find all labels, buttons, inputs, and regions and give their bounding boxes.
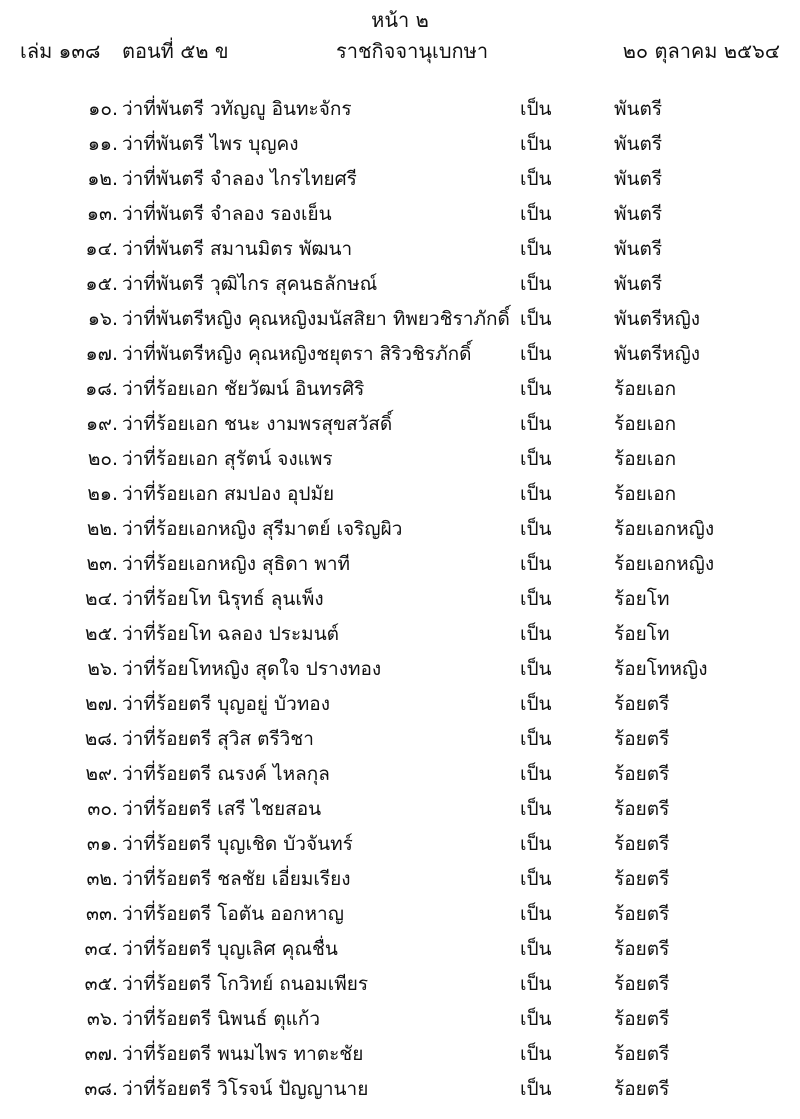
entry-rank: พันตรี (614, 168, 663, 190)
entry-rank: พันตรีหญิง (614, 308, 701, 330)
entry-rank: ร้อยตรี (614, 1043, 670, 1065)
entry-number: ๒๖. (87, 658, 118, 680)
entry-number: ๒๑. (87, 483, 118, 505)
entry-number: ๑๔. (85, 238, 118, 260)
entry-rank: ร้อยตรี (614, 903, 670, 925)
gazette-header (0, 36, 800, 66)
list-item (0, 722, 800, 757)
entry-verb: เป็น (520, 693, 552, 715)
entry-name: ว่าที่ร้อยตรี นิพนธ์ ตุแก้ว (122, 1008, 321, 1030)
entry-name: ว่าที่ร้อยตรี โอตัน ออกหาญ (122, 903, 344, 925)
entry-verb: เป็น (520, 833, 552, 855)
entry-number: ๒๓. (86, 553, 118, 575)
entry-name: ว่าที่ร้อยเอกหญิง สุรีมาตย์ เจริญผิว (122, 518, 403, 540)
entry-name: ว่าที่พันตรี จำลอง รองเย็น (122, 203, 332, 225)
entry-rank: ร้อยตรี (614, 1078, 670, 1100)
entry-name: ว่าที่ร้อยตรี เสรี ไชยสอน (122, 798, 322, 820)
entry-name: ว่าที่ร้อยตรี โกวิทย์ ถนอมเพียร (122, 973, 369, 995)
entry-verb: เป็น (520, 728, 552, 750)
publication-title: ราชกิจจานุเบกษา (336, 39, 489, 63)
list-item (0, 547, 800, 582)
entry-rank: พันตรี (614, 273, 663, 295)
entry-verb: เป็น (520, 798, 552, 820)
list-item (0, 267, 800, 302)
page-number: หน้า ๒ (371, 8, 429, 32)
entry-verb: เป็น (520, 518, 552, 540)
entry-number: ๓๒. (86, 868, 118, 890)
entry-name: ว่าที่ร้อยเอก สมปอง อุปมัย (122, 483, 335, 505)
list-item (0, 1002, 800, 1037)
list-item (0, 932, 800, 967)
list-item (0, 827, 800, 862)
entry-name: ว่าที่ร้อยเอก ชัยวัฒน์ อินทรศิริ (122, 378, 365, 400)
entry-verb: เป็น (520, 938, 552, 960)
entry-rank: ร้อยตรี (614, 693, 670, 715)
entry-name: ว่าที่พันตรี สมานมิตร พัฒนา (122, 238, 353, 260)
entry-verb: เป็น (520, 1008, 552, 1030)
entry-verb: เป็น (520, 448, 552, 470)
list-item (0, 757, 800, 792)
entry-verb: เป็น (520, 133, 552, 155)
list-item (0, 197, 800, 232)
list-item (0, 407, 800, 442)
entry-number: ๓๖. (86, 1008, 118, 1030)
entry-number: ๑๕. (85, 273, 118, 295)
appointment-list (0, 92, 800, 1107)
entry-rank: ร้อยตรี (614, 798, 670, 820)
list-item (0, 862, 800, 897)
entry-rank: พันตรี (614, 98, 663, 120)
entry-rank: ร้อยตรี (614, 868, 670, 890)
publication-date: ๒๐ ตุลาคม ๒๕๖๔ (622, 39, 780, 63)
entry-number: ๑๘. (85, 378, 118, 400)
entry-verb: เป็น (520, 273, 552, 295)
entry-rank: ร้อยเอก (614, 378, 677, 400)
entry-verb: เป็น (520, 1043, 552, 1065)
entry-verb: เป็น (520, 203, 552, 225)
entry-verb: เป็น (520, 553, 552, 575)
entry-number: ๒๐. (87, 448, 118, 470)
list-item (0, 897, 800, 932)
entry-name: ว่าที่พันตรี วทัญญู อินทะจักร (122, 98, 352, 120)
entry-verb: เป็น (520, 763, 552, 785)
entry-verb: เป็น (520, 868, 552, 890)
list-item (0, 442, 800, 477)
list-item (0, 162, 800, 197)
entry-rank: ร้อยเอกหญิง (614, 553, 715, 575)
entry-number: ๓๗. (84, 1043, 118, 1065)
entry-rank: ร้อยโท (614, 623, 670, 645)
entry-number: ๒๘. (84, 728, 118, 750)
entry-name: ว่าที่ร้อยตรี บุญเลิศ คุณชื่น (122, 938, 338, 960)
list-item (0, 1072, 800, 1107)
list-item (0, 652, 800, 687)
entry-name: ว่าที่ร้อยตรี สุวิส ตรีวิชา (122, 728, 314, 750)
entry-verb: เป็น (520, 903, 552, 925)
entry-name: ว่าที่ร้อยโท นิรุทธ์ ลุนเพ็ง (122, 588, 324, 610)
entry-rank: พันตรี (614, 133, 663, 155)
entry-rank: ร้อยเอก (614, 483, 677, 505)
list-item (0, 582, 800, 617)
entry-number: ๒๔. (85, 588, 118, 610)
entry-verb: เป็น (520, 413, 552, 435)
list-item (0, 617, 800, 652)
entry-number: ๑๐. (88, 98, 118, 120)
section-label: ตอนที่ ๕๒ ข (122, 39, 229, 63)
entry-number: ๒๒. (86, 518, 118, 540)
entry-name: ว่าที่ร้อยตรี บุญอยู่ บัวทอง (122, 693, 330, 715)
entry-name: ว่าที่พันตรีหญิง คุณหญิงมนัสสิยา ทิพยวชิราภักดิ์ (122, 308, 510, 330)
entry-name: ว่าที่ร้อยเอก สุรัตน์ จงแพร (122, 448, 333, 470)
entry-number: ๑๓. (86, 203, 118, 225)
entry-rank: พันตรี (614, 203, 663, 225)
list-item (0, 372, 800, 407)
list-item (0, 1037, 800, 1072)
entry-name: ว่าที่ร้อยตรี บุญเชิด บัวจันทร์ (122, 833, 353, 855)
entry-number: ๓๘. (84, 1078, 118, 1100)
entry-verb: เป็น (520, 378, 552, 400)
entry-rank: ร้อยโท (614, 588, 670, 610)
entry-rank: ร้อยตรี (614, 833, 670, 855)
entry-number: ๑๖. (87, 308, 118, 330)
entry-name: ว่าที่ร้อยโท ฉลอง ประมนต์ (122, 623, 340, 645)
entry-rank: ร้อยตรี (614, 1008, 670, 1030)
entry-number: ๓๔. (84, 938, 118, 960)
entry-rank: ร้อยตรี (614, 973, 670, 995)
list-item (0, 302, 800, 337)
list-item (0, 687, 800, 722)
entry-verb: เป็น (520, 623, 552, 645)
entry-rank: ร้อยโทหญิง (614, 658, 708, 680)
entry-rank: ร้อยเอก (614, 448, 677, 470)
entry-name: ว่าที่ร้อยตรี วิโรจน์ ปัญญานาย (122, 1078, 369, 1100)
entry-name: ว่าที่ร้อยเอกหญิง สุธิดา พาที (122, 553, 351, 575)
list-item (0, 477, 800, 512)
entry-name: ว่าที่ร้อยโทหญิง สุดใจ ปรางทอง (122, 658, 382, 680)
volume-label: เล่ม ๑๓๘ (20, 39, 101, 63)
entry-verb: เป็น (520, 973, 552, 995)
entry-name: ว่าที่พันตรีหญิง คุณหญิงชยุตรา สิริวชิรภักดิ์ (122, 343, 472, 365)
entry-rank: ร้อยเอกหญิง (614, 518, 715, 540)
list-item (0, 792, 800, 827)
entry-verb: เป็น (520, 483, 552, 505)
entry-rank: ร้อยตรี (614, 763, 670, 785)
entry-name: ว่าที่ร้อยตรี ณรงค์ ไหลกุล (122, 763, 330, 785)
entry-rank: พันตรี (614, 238, 663, 260)
entry-number: ๑๑. (87, 133, 118, 155)
entry-verb: เป็น (520, 658, 552, 680)
entry-verb: เป็น (520, 588, 552, 610)
list-item (0, 232, 800, 267)
entry-verb: เป็น (520, 1078, 552, 1100)
entry-verb: เป็น (520, 308, 552, 330)
entry-number: ๓๑. (86, 833, 118, 855)
entry-rank: ร้อยตรี (614, 938, 670, 960)
list-item (0, 512, 800, 547)
entry-rank: พันตรีหญิง (614, 343, 701, 365)
entry-name: ว่าที่ร้อยตรี ชลชัย เอี่ยมเรียง (122, 868, 351, 890)
entry-number: ๓๓. (85, 903, 118, 925)
entry-verb: เป็น (520, 343, 552, 365)
entry-rank: ร้อยตรี (614, 728, 670, 750)
list-item (0, 92, 800, 127)
list-item (0, 337, 800, 372)
entry-number: ๑๒. (87, 168, 118, 190)
entry-number: ๑๗. (85, 343, 118, 365)
entry-name: ว่าที่ร้อยตรี พนมไพร ทาตะชัย (122, 1043, 364, 1065)
entry-number: ๓๕. (84, 973, 118, 995)
entry-verb: เป็น (520, 238, 552, 260)
entry-name: ว่าที่พันตรี ไพร บุญคง (122, 133, 299, 155)
entry-verb: เป็น (520, 98, 552, 120)
entry-verb: เป็น (520, 168, 552, 190)
entry-number: ๒๗. (85, 693, 118, 715)
entry-name: ว่าที่พันตรี จำลอง ไกรไทยศรี (122, 168, 357, 190)
entry-name: ว่าที่ร้อยเอก ชนะ งามพรสุขสวัสดิ์ (122, 413, 393, 435)
entry-number: ๒๙. (85, 763, 118, 785)
entry-number: ๓๐. (87, 798, 118, 820)
entry-number: ๑๙. (85, 413, 118, 435)
entry-rank: ร้อยเอก (614, 413, 677, 435)
list-item (0, 127, 800, 162)
entry-number: ๒๕. (85, 623, 118, 645)
entry-name: ว่าที่พันตรี วุฒิไกร สุคนธลักษณ์ (122, 273, 378, 295)
list-item (0, 967, 800, 1002)
